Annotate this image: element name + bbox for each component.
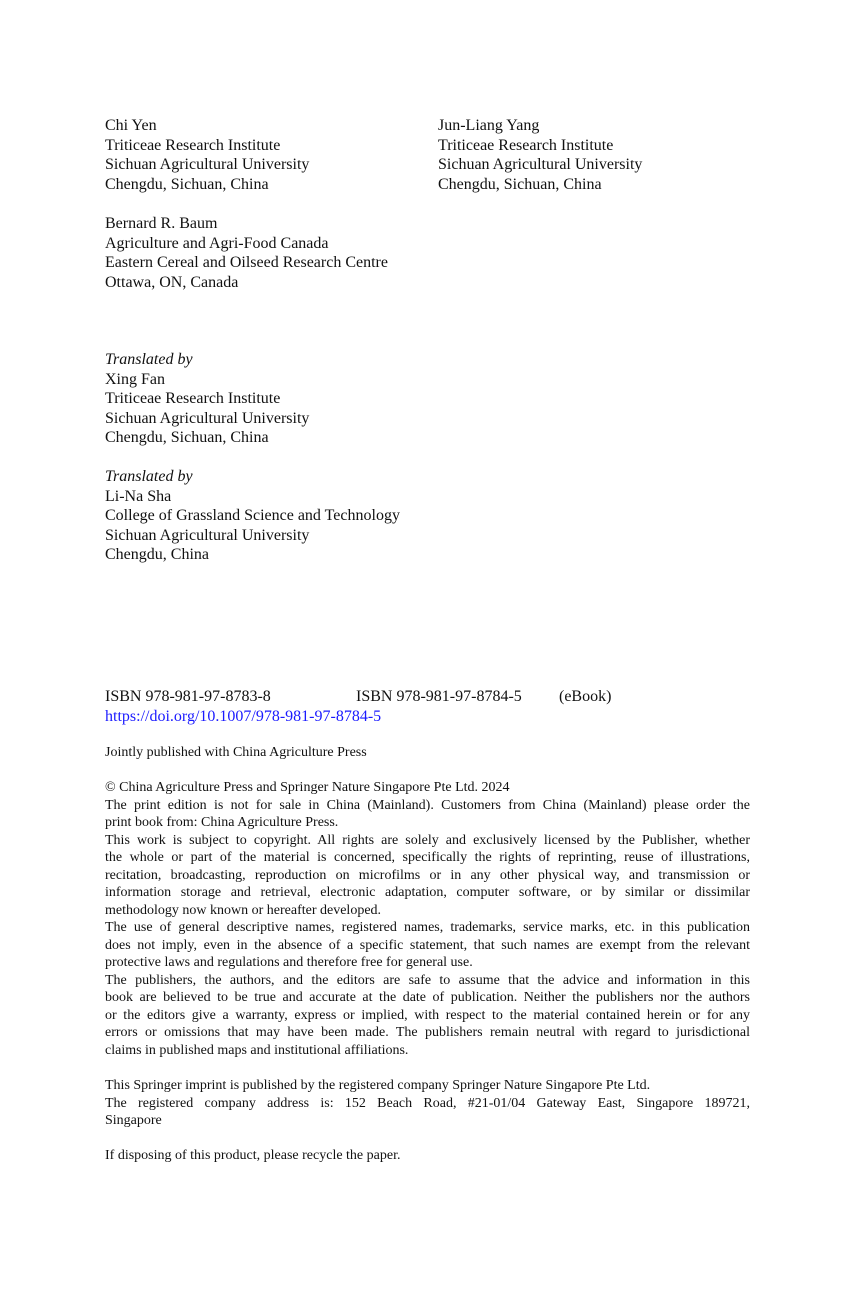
imprint-line: This Springer imprint is published by the registered company Springer Nature Singapore Pte Ltd.	[105, 1078, 651, 1093]
affiliation-line: Triticeae Research Institute	[105, 390, 281, 407]
author-bernard-baum	[105, 214, 388, 292]
legal-line: print book from: China Agriculture Press.	[105, 815, 339, 830]
legal-text	[105, 779, 750, 1059]
legal-line: © China Agriculture Press and Springer Nature Singapore Pte Ltd. 2024	[105, 780, 510, 795]
imprint-text	[105, 1077, 750, 1130]
affiliation-line: Sichuan Agricultural University	[105, 409, 310, 427]
affiliation-line: Ottawa, ON, Canada	[105, 273, 239, 291]
legal-line: This work is subject to copyright. All rights are solely and exclusively licensed by the Publisher, whether	[105, 832, 750, 848]
affiliation-line: Chengdu, Sichuan, China	[105, 175, 269, 193]
legal-line: claims in published maps and institutional affiliations.	[105, 1042, 409, 1058]
legal-line: errors or omissions that may have been made. The publishers remain neutral with regard to jurisdictional	[105, 1025, 750, 1040]
isbn-ebook: ISBN 978-981-97-8784-5	[356, 688, 522, 705]
translator-name: Li-Na Sha	[105, 487, 172, 505]
legal-line: or the editors give a warranty, express or implied, with respect to the material contained herein or for any	[105, 1007, 750, 1023]
legal-paragraph	[105, 972, 750, 1060]
affiliation-line: Sichuan Agricultural University	[438, 156, 643, 173]
affiliation-line: College of Grassland Science and Technology	[105, 507, 400, 524]
affiliation-line: Triticeae Research Institute	[438, 136, 614, 154]
author-name: Jun-Liang Yang	[438, 117, 540, 134]
legal-line: the whole or part of the material is concerned, specifically the rights of reprinting, reuse of illustrations,	[105, 850, 750, 865]
translated-by-label: Translated by	[105, 468, 193, 485]
author-jun-liang-yang	[438, 116, 642, 194]
legal-paragraph	[105, 919, 750, 972]
translator-xing-fan	[105, 350, 309, 448]
translated-by-label: Translated by	[105, 351, 193, 368]
doi-link[interactable]: https://doi.org/10.1007/978-981-97-8784-5	[105, 707, 382, 725]
author-name: Bernard R. Baum	[105, 215, 218, 232]
legal-line: book are believed to be true and accurate at the date of publication. Neither the publishers nor the authors	[105, 990, 750, 1005]
legal-line: does not imply, even in the absence of a specific statement, that such names are exempt from the relevant	[105, 937, 750, 953]
affiliation-line: Agriculture and Agri-Food Canada	[105, 234, 329, 252]
legal-paragraph	[105, 797, 750, 832]
legal-line: methodology now known or hereafter developed.	[105, 902, 382, 918]
affiliation-line: Sichuan Agricultural University	[105, 526, 310, 544]
affiliation-line: Chengdu, China	[105, 546, 209, 563]
translator-name: Xing Fan	[105, 370, 165, 388]
isbn-block	[105, 687, 755, 726]
affiliation-line: Triticeae Research Institute	[105, 136, 281, 154]
jointly-published: Jointly published with China Agriculture Press	[105, 745, 367, 760]
legal-line: recitation, broadcasting, reproduction on microfilms or in any other physical way, and transmission or	[105, 867, 750, 883]
legal-paragraph	[105, 832, 750, 920]
translator-li-na-sha	[105, 467, 400, 565]
recycle-notice: If disposing of this product, please recycle the paper.	[105, 1148, 401, 1163]
imprint-line: The registered company address is: 152 Beach Road, #21-01/04 Gateway East, Singapore 189721,	[105, 1095, 750, 1111]
imprint-line: Singapore	[105, 1113, 162, 1128]
affiliation-line: Eastern Cereal and Oilseed Research Centre	[105, 254, 388, 271]
affiliation-line: Sichuan Agricultural University	[105, 156, 310, 173]
ebook-label: (eBook)	[559, 688, 612, 705]
legal-line: The use of general descriptive names, registered names, trademarks, service marks, etc. in this publication	[105, 920, 750, 935]
legal-line: The publishers, the authors, and the editors are safe to assume that the advice and information in this	[105, 972, 750, 988]
isbn-print: ISBN 978-981-97-8783-8	[105, 688, 271, 705]
legal-line: The print edition is not for sale in China (Mainland). Customers from China (Mainland) please order the	[105, 797, 750, 813]
author-name: Chi Yen	[105, 117, 157, 134]
affiliation-line: Chengdu, Sichuan, China	[438, 175, 602, 193]
author-chi-yen	[105, 116, 309, 194]
affiliation-line: Chengdu, Sichuan, China	[105, 429, 269, 446]
legal-line: information storage and retrieval, electronic adaptation, computer software, or by similar or dissimilar	[105, 885, 750, 900]
legal-line: protective laws and regulations and therefore free for general use.	[105, 955, 473, 970]
legal-paragraph	[105, 779, 750, 797]
